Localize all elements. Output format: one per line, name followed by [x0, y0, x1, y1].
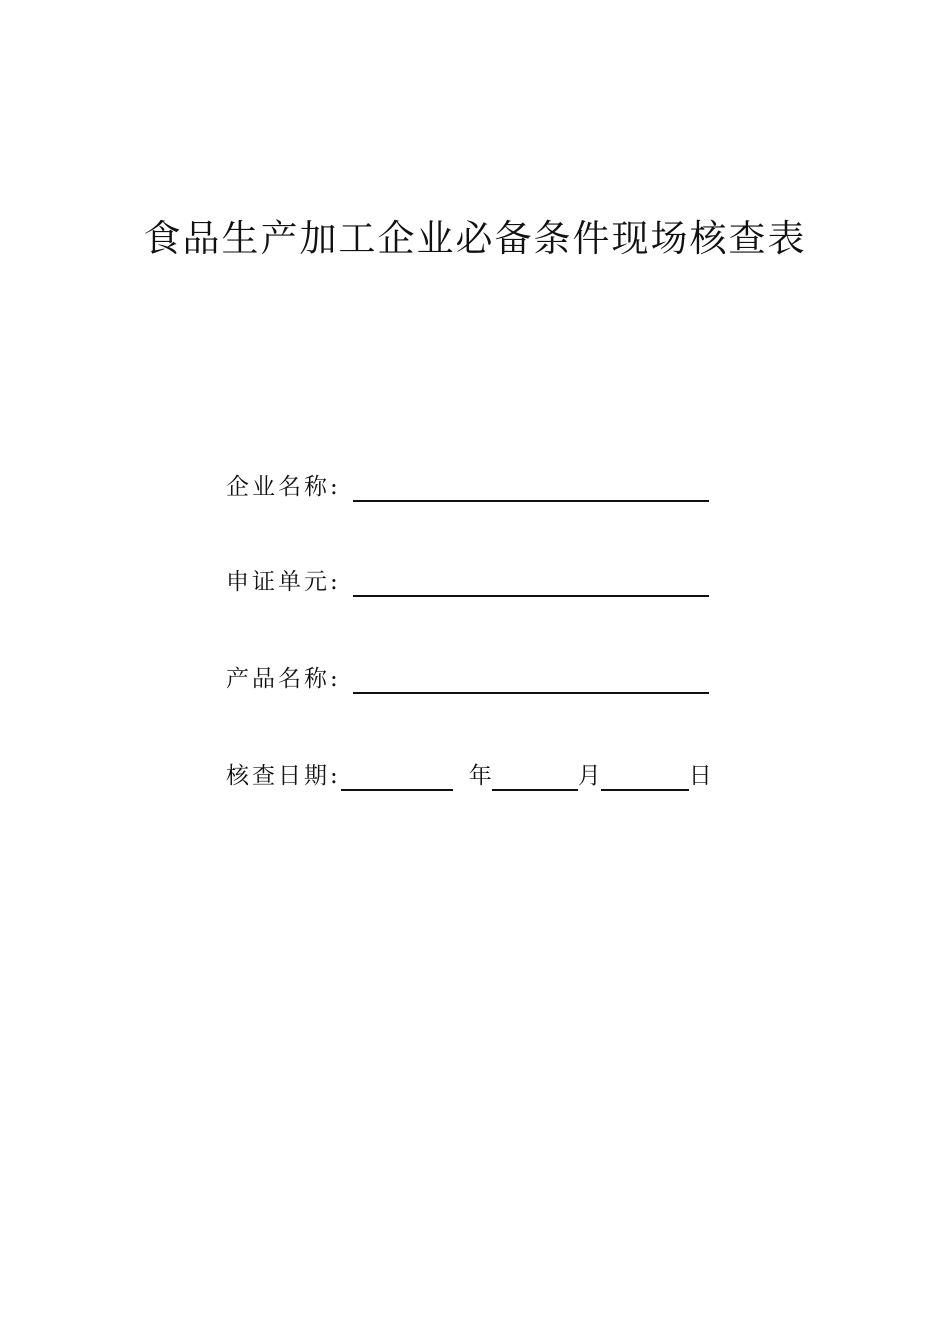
inspection-date-label: 核查日期: — [226, 763, 341, 789]
certification-unit-label: 申证单元: — [226, 569, 341, 595]
enterprise-name-label: 企业名称: — [226, 474, 341, 500]
product-name-row — [226, 660, 709, 694]
certification-unit-blank[interactable] — [353, 567, 709, 597]
product-name-blank[interactable] — [353, 664, 709, 694]
product-name-label: 产品名称: — [226, 666, 341, 692]
inspection-year-blank[interactable] — [341, 761, 453, 791]
year-label: 年 — [468, 763, 492, 789]
month-label: 月 — [577, 763, 601, 789]
inspection-month-blank[interactable] — [492, 761, 578, 791]
enterprise-name-row — [226, 468, 709, 502]
enterprise-name-blank[interactable] — [353, 472, 709, 502]
certification-unit-row — [226, 563, 709, 597]
day-label: 日 — [688, 763, 712, 789]
inspection-date-row — [226, 757, 712, 791]
document-title: 食品生产加工企业必备条件现场核查表 — [143, 217, 807, 260]
inspection-day-blank[interactable] — [601, 761, 689, 791]
